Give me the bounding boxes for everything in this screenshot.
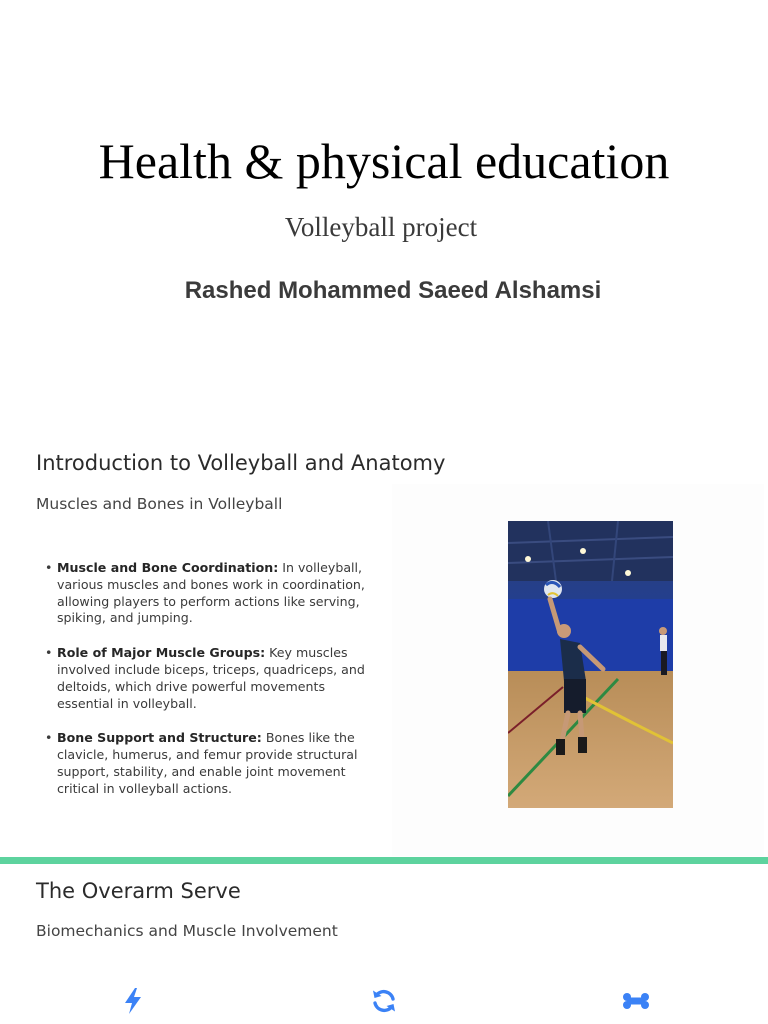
- bullet-title: Role of Major Muscle Groups:: [57, 645, 266, 661]
- section-divider: [0, 857, 768, 864]
- slide-subheading: Muscles and Bones in Volleyball: [36, 495, 283, 513]
- bullet-item: [44, 730, 384, 797]
- document-title: Health & physical education: [98, 133, 670, 189]
- bone-icon[interactable]: [622, 985, 650, 1017]
- author-name: Rashed Mohammed Saeed Alshamsi: [184, 277, 602, 304]
- bullet-text: Bones like the clavicle, humerus, and femur provide structural support, stability, and enable joint movement critical in volleyball actions.: [57, 730, 358, 796]
- bullet-title: Bone Support and Structure:: [57, 730, 262, 746]
- bullet-item: [44, 645, 384, 712]
- refresh-icon[interactable]: [370, 985, 398, 1017]
- bullet-title: Muscle and Bone Coordination:: [57, 560, 279, 575]
- slide-subheading: Biomechanics and Muscle Involvement: [36, 922, 338, 940]
- bullet-item: [44, 560, 384, 627]
- bullet-text: Key muscles involved include biceps, triceps, quadriceps, and deltoids, which drive powerful movements essential in volleyball.: [57, 645, 365, 711]
- slide-heading: Introduction to Volleyball and Anatomy: [36, 451, 446, 475]
- lightning-icon[interactable]: [119, 985, 147, 1017]
- slide-heading: The Overarm Serve: [36, 879, 241, 903]
- document-subtitle: Volleyball project: [284, 212, 478, 242]
- bullet-text: In volleyball, various muscles and bones work in coordination, allowing players to perform actions like serving, spiking, and jumping.: [57, 560, 365, 626]
- volleyball-serve-photo: [508, 521, 673, 808]
- bullet-list: [44, 560, 384, 816]
